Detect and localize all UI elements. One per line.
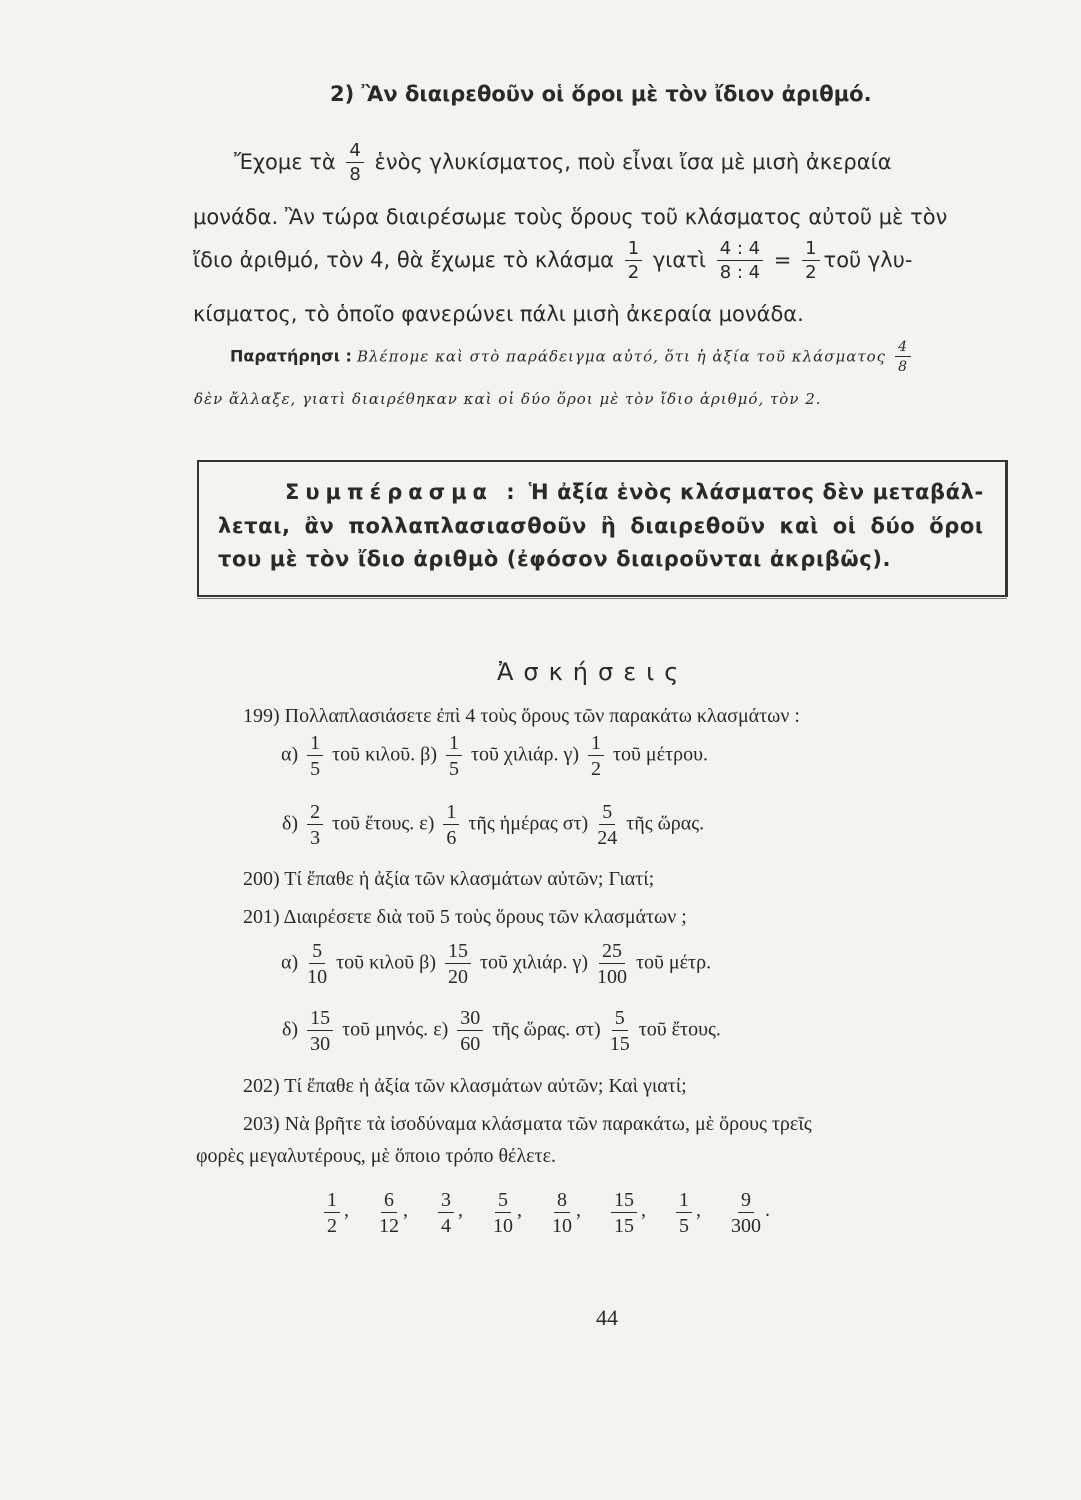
fraction	[446, 733, 462, 779]
fraction-numerator: 4	[895, 340, 911, 357]
fraction-denominator: 10	[552, 1215, 572, 1237]
fraction-item	[489, 1190, 522, 1236]
item-unit: τοῦ μέτρου.	[612, 743, 708, 766]
fraction	[307, 1008, 333, 1054]
fraction-numerator: 1	[446, 733, 462, 756]
fraction-numerator: 9	[738, 1190, 754, 1213]
fraction-denominator: 100	[596, 966, 627, 988]
fraction-denominator: 8	[349, 164, 361, 185]
fraction-item	[607, 1190, 646, 1236]
item-unit: τοῦ χιλιάρ.	[479, 951, 568, 974]
fraction-separator: ,	[696, 1199, 701, 1221]
fraction-denominator: 24	[597, 827, 618, 849]
item-label: ε)	[419, 812, 435, 835]
fraction-numerator: 4 : 4	[717, 240, 763, 261]
fraction-one-half-result	[802, 240, 819, 282]
fraction-denominator: 3	[310, 827, 321, 849]
fraction-denominator: 2	[327, 1215, 337, 1237]
paragraph-line-3-because: γιατὶ	[652, 248, 706, 272]
fraction-denominator: 4	[441, 1215, 451, 1237]
fraction-numerator: 1	[324, 1190, 340, 1213]
fraction-numerator: 15	[445, 941, 471, 964]
fraction-denominator: 5	[448, 758, 459, 780]
paragraph-line-1-start: Ἔχομε τὰ	[234, 150, 336, 174]
observation-line-1	[230, 340, 915, 374]
observation-fraction	[895, 340, 911, 374]
item-unit: τοῦ κιλοῦ	[336, 951, 415, 974]
item-unit: τῆς ὥρας.	[492, 1018, 571, 1041]
observation-label: Παρατήρησι :	[230, 346, 352, 366]
fraction-numerator: 5	[599, 802, 615, 825]
fraction	[307, 941, 327, 987]
observation-line-2: δὲν ἄλλαξε, γιατὶ διαιρέθηκαν καὶ οἱ δύο ὅροι μὲ τὸν ἴδιο ἀριθμό, τὸν 2.	[194, 390, 822, 408]
section-heading: 2) Ἂν διαιρεθοῦν οἱ ὅροι μὲ τὸν ἴδιον ἀριθμό.	[330, 82, 872, 106]
exercise-199-text: 199) Πολλαπλασιάσετε ἐπὶ 4 τοὺς ὅρους τῶν παρακάτω κλασμάτων :	[243, 705, 800, 727]
fraction-numerator: 5	[495, 1190, 511, 1213]
paragraph-line-4: κίσματος, τὸ ὁποῖο φανερώνει πάλι μισὴ ἀκεραία μονάδα.	[193, 302, 804, 326]
fraction-numerator: 1	[676, 1190, 692, 1213]
exercise-203-line-1: 203) Νὰ βρῆτε τὰ ἰσοδύναμα κλάσματα τῶν παρακάτω, μὲ ὅρους τρεῖς	[243, 1113, 812, 1135]
fraction-separator: ,	[576, 1199, 581, 1221]
item-unit: τοῦ χιλιάρ.	[470, 743, 559, 766]
conclusion-line-1	[285, 480, 984, 504]
fraction-denominator: 6	[446, 827, 457, 849]
fraction-denominator: 2	[805, 262, 817, 283]
exercise-201-text: 201) Διαιρέσετε διὰ τοῦ 5 τοὺς ὅρους τῶν κλασμάτων ;	[243, 906, 687, 928]
item-unit: τοῦ ἔτους.	[332, 812, 415, 835]
fraction-numerator: 6	[381, 1190, 397, 1213]
fraction	[552, 1190, 572, 1236]
paragraph-line-3-end: τοῦ γλυ-	[823, 248, 913, 272]
fraction-item	[727, 1190, 770, 1236]
item-unit: τοῦ μηνός.	[342, 1018, 429, 1041]
exercise-199-row-1	[281, 733, 708, 779]
fraction-division	[717, 240, 763, 282]
fraction-separator: ,	[641, 1199, 646, 1221]
fraction	[493, 1190, 513, 1236]
item-label: ε)	[433, 1018, 449, 1041]
fraction-one-half	[625, 240, 642, 282]
exercise-201-row-2	[282, 1008, 721, 1054]
exercise-200-text: 200) Τί ἔπαθε ἡ ἀξία τῶν κλασμάτων αὐτῶν; Γιατί;	[243, 868, 655, 890]
fraction-numerator: 1	[802, 240, 819, 261]
fraction-numerator: 4	[346, 142, 363, 163]
fraction-separator: ,	[403, 1199, 408, 1221]
fraction-numerator: 1	[625, 240, 642, 261]
exercise-203-line-2: φορὲς μεγαλυτέρους, μὲ ὅποιο τρόπο θέλετε.	[196, 1145, 556, 1167]
fraction	[379, 1190, 399, 1236]
exercise-201-row-1	[281, 941, 711, 987]
fraction	[610, 1008, 630, 1054]
fraction-denominator: 300	[731, 1215, 761, 1237]
conclusion-text-1: Ἡ ἀξία ἑνὸς κλάσματος δὲν μεταβάλ-	[528, 480, 984, 504]
conclusion-title: Συμπέρασμα :	[285, 480, 521, 504]
fraction	[324, 1190, 340, 1236]
paragraph-line-1	[234, 142, 892, 184]
fraction-denominator: 5	[310, 758, 321, 780]
fraction-denominator: 15	[609, 1033, 630, 1055]
item-label: στ)	[575, 1018, 601, 1041]
fraction-numerator: 3	[438, 1190, 454, 1213]
fraction-item	[672, 1190, 701, 1236]
conclusion-box-rule	[197, 598, 1007, 599]
exercises-title: Ἀσκήσεις	[497, 658, 689, 686]
fraction-denominator: 8 : 4	[719, 262, 761, 283]
fraction	[438, 1190, 454, 1236]
fraction-denominator: 2	[627, 262, 640, 283]
fraction-item	[434, 1190, 463, 1236]
fraction-denominator: 8	[898, 359, 909, 375]
fraction	[307, 733, 323, 779]
item-label: δ)	[282, 1018, 299, 1041]
item-unit: τῆς ἡμέρας	[468, 812, 558, 835]
item-unit: τοῦ κιλοῦ.	[332, 743, 416, 766]
fraction-item	[375, 1190, 408, 1236]
item-label: β)	[419, 951, 436, 974]
fraction	[611, 1190, 637, 1236]
fraction-denominator: 5	[679, 1215, 689, 1237]
paragraph-line-3-start: ἴδιο ἀριθμό, τὸν 4, θὰ ἔχωμε τὸ κλάσμα	[193, 248, 615, 272]
fraction	[443, 802, 459, 848]
fraction-numerator: 30	[457, 1008, 483, 1031]
observation-text-1: Βλέπομε καὶ στὸ παράδειγμα αὐτό, ὅτι ἡ ἀξία τοῦ κλάσματος	[357, 347, 887, 366]
exercise-203-fractions	[320, 1190, 770, 1236]
fraction-separator: ,	[458, 1199, 463, 1221]
fraction-denominator: 10	[307, 966, 328, 988]
item-unit: τοῦ μέτρ.	[635, 951, 712, 974]
fraction-denominator: 2	[590, 758, 601, 780]
item-label: δ)	[282, 812, 299, 835]
fraction	[676, 1190, 692, 1236]
item-label: γ)	[572, 951, 588, 974]
fraction-numerator: 1	[588, 733, 604, 756]
paragraph-line-2: μονάδα. Ἂν τώρα διαιρέσωμε τοὺς ὅρους τοῦ κλάσματος αὐτοῦ μὲ τὸν	[193, 205, 948, 229]
item-label: β)	[420, 743, 437, 766]
fraction-numerator: 5	[309, 941, 325, 964]
item-label: στ)	[562, 812, 589, 835]
fraction-separator: ,	[517, 1199, 522, 1221]
exercise-202-text: 202) Τί ἔπαθε ἡ ἀξία τῶν κλασμάτων αὐτῶν; Καὶ γιατί;	[243, 1075, 687, 1097]
fraction-four-eighths	[346, 142, 363, 184]
fraction-separator: .	[765, 1199, 770, 1221]
conclusion-line-2: λεται, ἂν πολλαπλασιασθοῦν ἢ διαιρεθοῦν καὶ οἱ δύο ὅροι	[218, 514, 984, 538]
fraction-numerator: 1	[307, 733, 323, 756]
item-unit: τῆς ὥρας.	[626, 812, 705, 835]
paragraph-line-1-end: ἑνὸς γλυκίσματος, ποὺ εἶναι ἴσα μὲ μισὴ ἀκεραία	[374, 150, 892, 174]
fraction	[731, 1190, 761, 1236]
equals-sign: =	[773, 248, 792, 272]
exercise-199-row-2	[282, 802, 704, 848]
fraction-denominator: 15	[614, 1215, 634, 1237]
fraction-numerator: 1	[443, 802, 459, 825]
fraction	[588, 733, 604, 779]
fraction-denominator: 10	[493, 1215, 513, 1237]
fraction-denominator: 60	[460, 1033, 481, 1055]
fraction-numerator: 5	[612, 1008, 628, 1031]
fraction	[445, 941, 471, 987]
fraction	[597, 941, 627, 987]
item-label: γ)	[563, 743, 579, 766]
fraction	[457, 1008, 483, 1054]
item-unit: τοῦ ἔτους.	[638, 1018, 721, 1041]
fraction-denominator: 20	[447, 966, 468, 988]
fraction-item	[320, 1190, 349, 1236]
item-label: α)	[281, 951, 299, 974]
fraction-separator: ,	[344, 1199, 349, 1221]
fraction-numerator: 15	[307, 1008, 333, 1031]
item-label: α)	[281, 743, 299, 766]
fraction-numerator: 15	[611, 1190, 637, 1213]
paragraph-line-3	[193, 240, 912, 282]
fraction	[307, 802, 323, 848]
fraction-denominator: 30	[310, 1033, 331, 1055]
fraction	[597, 802, 617, 848]
conclusion-line-3: του μὲ τὸν ἴδιο ἀριθμὸ (ἐφόσον διαιροῦνται ἀκριβῶς).	[218, 547, 892, 571]
page-number: 44	[596, 1305, 618, 1330]
fraction-item	[548, 1190, 581, 1236]
fraction-denominator: 12	[379, 1215, 399, 1237]
fraction-numerator: 25	[599, 941, 625, 964]
fraction-numerator: 2	[307, 802, 323, 825]
fraction-numerator: 8	[554, 1190, 570, 1213]
